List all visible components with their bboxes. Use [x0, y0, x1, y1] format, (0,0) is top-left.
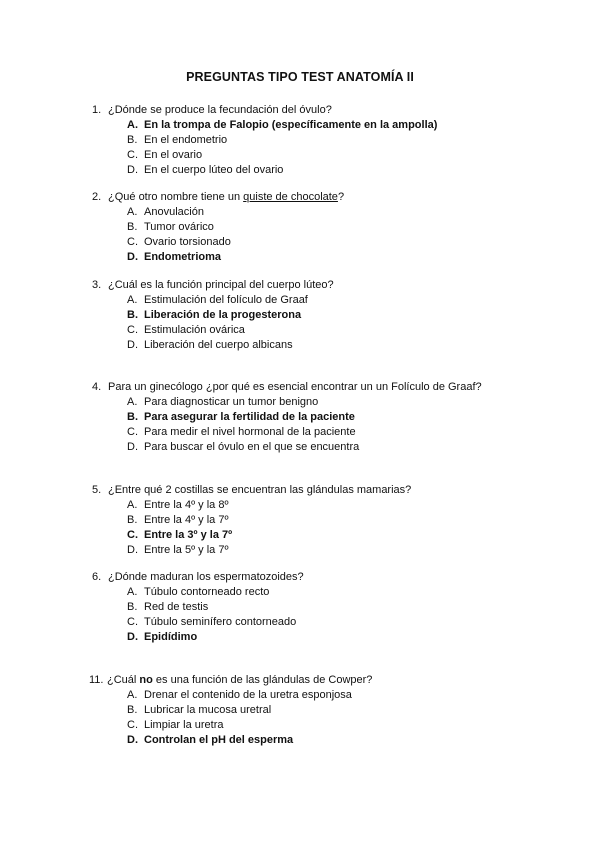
question-3 [92, 278, 572, 353]
question-text: Para un ginecólogo ¿por qué es esencial encontrar un un Folículo de Graaf? [108, 381, 482, 393]
option-c: C. Estimulación ovárica [127, 324, 245, 336]
option-d: D. Liberación del cuerpo albicans [127, 339, 293, 351]
question-11 [89, 673, 572, 748]
question-text: ¿Qué otro nombre tiene un quiste de chocolate? [108, 191, 345, 203]
question-1 [92, 103, 572, 178]
option-d: D. Controlan el pH del esperma [127, 734, 294, 746]
option-a: A. Para diagnosticar un tumor benigno [127, 396, 319, 408]
option-c: C. Entre la 3º y la 7º [127, 529, 233, 541]
question-number: 1. [92, 104, 102, 116]
option-a: A. En la trompa de Falopio (específicamente en la ampolla) [127, 119, 438, 131]
option-a: A. Anovulación [127, 206, 204, 218]
question-text: ¿Dónde maduran los espermatozoides? [108, 571, 304, 583]
option-d: D. Para buscar el óvulo en el que se encuentra [127, 441, 360, 453]
option-a: A. Túbulo contorneado recto [127, 586, 270, 598]
question-number: 2. [92, 191, 102, 203]
question-text: ¿Entre qué 2 costillas se encuentran las glándulas mamarias? [108, 484, 412, 496]
question-number: 4. [92, 381, 102, 393]
question-text: ¿Dónde se produce la fecundación del óvulo? [108, 104, 332, 116]
option-c: C. Limpiar la uretra [127, 719, 224, 731]
question-number: 11. [89, 674, 104, 686]
option-b: B. Tumor ovárico [127, 221, 214, 233]
question-number: 6. [92, 571, 102, 583]
option-c: C. Ovario torsionado [127, 236, 231, 248]
emphasis-no: no [139, 674, 153, 686]
option-d: D. Epidídimo [127, 631, 198, 643]
underlined-term: quiste de chocolate [243, 191, 338, 203]
question-5 [92, 483, 572, 558]
option-c: C. Túbulo seminífero contorneado [127, 616, 297, 628]
option-b: B. Entre la 4º y la 7º [127, 514, 229, 526]
option-b: B. Red de testis [127, 601, 209, 613]
option-d: D. Endometrioma [127, 251, 222, 263]
option-c: C. Para medir el nivel hormonal de la paciente [127, 426, 356, 438]
option-a: A. Entre la 4º y la 8º [127, 499, 229, 511]
option-b: B. Lubricar la mucosa uretral [127, 704, 272, 716]
option-b: B. Liberación de la progesterona [127, 309, 302, 321]
question-number: 5. [92, 484, 102, 496]
question-4 [92, 380, 572, 455]
document-title: PREGUNTAS TIPO TEST ANATOMÍA II [186, 70, 414, 84]
option-a: A. Drenar el contenido de la uretra esponjosa [127, 689, 352, 701]
option-b: B. En el endometrio [127, 134, 228, 146]
option-b: B. Para asegurar la fertilidad de la paciente [127, 411, 355, 423]
option-d: D. Entre la 5º y la 7º [127, 544, 229, 556]
question-2 [92, 190, 572, 265]
question-6 [92, 570, 572, 645]
option-d: D. En el cuerpo lúteo del ovario [127, 164, 284, 176]
question-text: ¿Cuál es la función principal del cuerpo lúteo? [108, 279, 334, 291]
question-text: ¿Cuál no es una función de las glándulas de Cowper? [107, 674, 373, 686]
question-number: 3. [92, 279, 102, 291]
option-a: A. Estimulación del folículo de Graaf [127, 294, 308, 306]
option-c: C. En el ovario [127, 149, 203, 161]
